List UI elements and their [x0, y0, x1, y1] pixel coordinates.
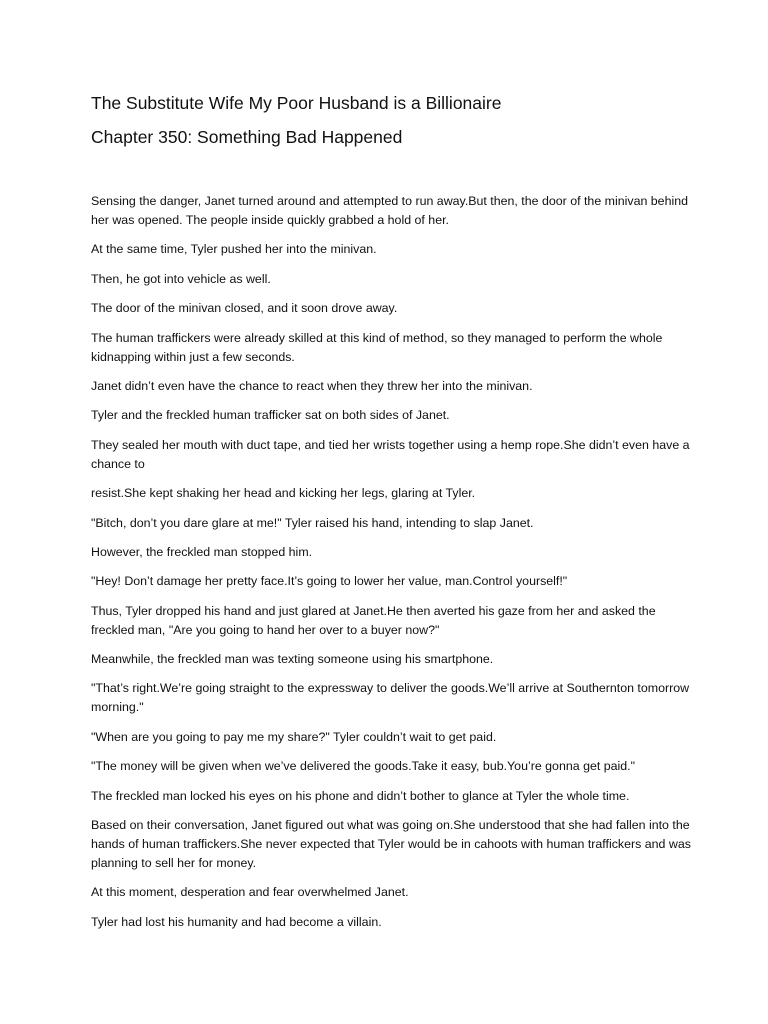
paragraph: "Hey! Don’t damage her pretty face.It’s going to lower her value, man.Control yourself!" [91, 574, 568, 589]
paragraph: Janet didn’t even have the chance to react when they threw her into the minivan. [91, 378, 533, 393]
paragraph: "That’s right.We’re going straight to the expressway to deliver the goods.We’ll arrive at Southernton tomorrow morning." [91, 681, 690, 715]
paragraph: "The money will be given when we’ve delivered the goods.Take it easy, bub.You’re gonna get paid." [91, 759, 635, 774]
paragraph: At the same time, Tyler pushed her into the minivan. [91, 242, 377, 257]
book-title: The Substitute Wife My Poor Husband is a Billionaire [91, 93, 502, 113]
paragraph: resist.She kept shaking her head and kicking her legs, glaring at Tyler. [91, 486, 476, 501]
chapter-title: Chapter 350: Something Bad Happened [91, 127, 403, 147]
chapter-body [91, 192, 691, 942]
paragraph: Tyler had lost his humanity and had become a villain. [91, 914, 382, 929]
paragraph: Thus, Tyler dropped his hand and just glared at Janet.He then averted his gaze from her and asked the freckled man, "Are you going to hand her over to a buyer now?" [91, 603, 656, 637]
paragraph: The freckled man locked his eyes on his phone and didn’t bother to glance at Tyler the whole time. [91, 788, 630, 803]
paragraph: Tyler and the freckled human trafficker sat on both sides of Janet. [91, 408, 450, 423]
paragraph: Sensing the danger, Janet turned around and attempted to run away.But then, the door of the minivan behind her was opened. The people inside quickly grabbed a hold of her. [91, 194, 689, 227]
paragraph: Based on their conversation, Janet figured out what was going on.She understood that she had fallen into the hands of human traffickers.She never expected that Tyler would be in cahoots with human traffickers and was planning to sell her for money. [91, 818, 691, 871]
paragraph: Meanwhile, the freckled man was texting someone using his smartphone. [91, 652, 494, 667]
paragraph: The human traffickers were already skilled at this kind of method, so they managed to perform the whole kidnapping within just a few seconds. [91, 330, 663, 364]
paragraph: The door of the minivan closed, and it soon drove away. [91, 301, 398, 316]
paragraph: Then, he got into vehicle as well. [91, 271, 271, 286]
paragraph: "Bitch, don’t you dare glare at me!" Tyler raised his hand, intending to slap Janet. [91, 515, 534, 530]
paragraph: However, the freckled man stopped him. [91, 544, 313, 559]
paragraph: They sealed her mouth with duct tape, and tied her wrists together using a hemp rope.She didn’t even have a chance to [91, 437, 690, 471]
paragraph: "When are you going to pay me my share?" Tyler couldn’t wait to get paid. [91, 729, 497, 744]
paragraph: At this moment, desperation and fear overwhelmed Janet. [91, 885, 409, 900]
